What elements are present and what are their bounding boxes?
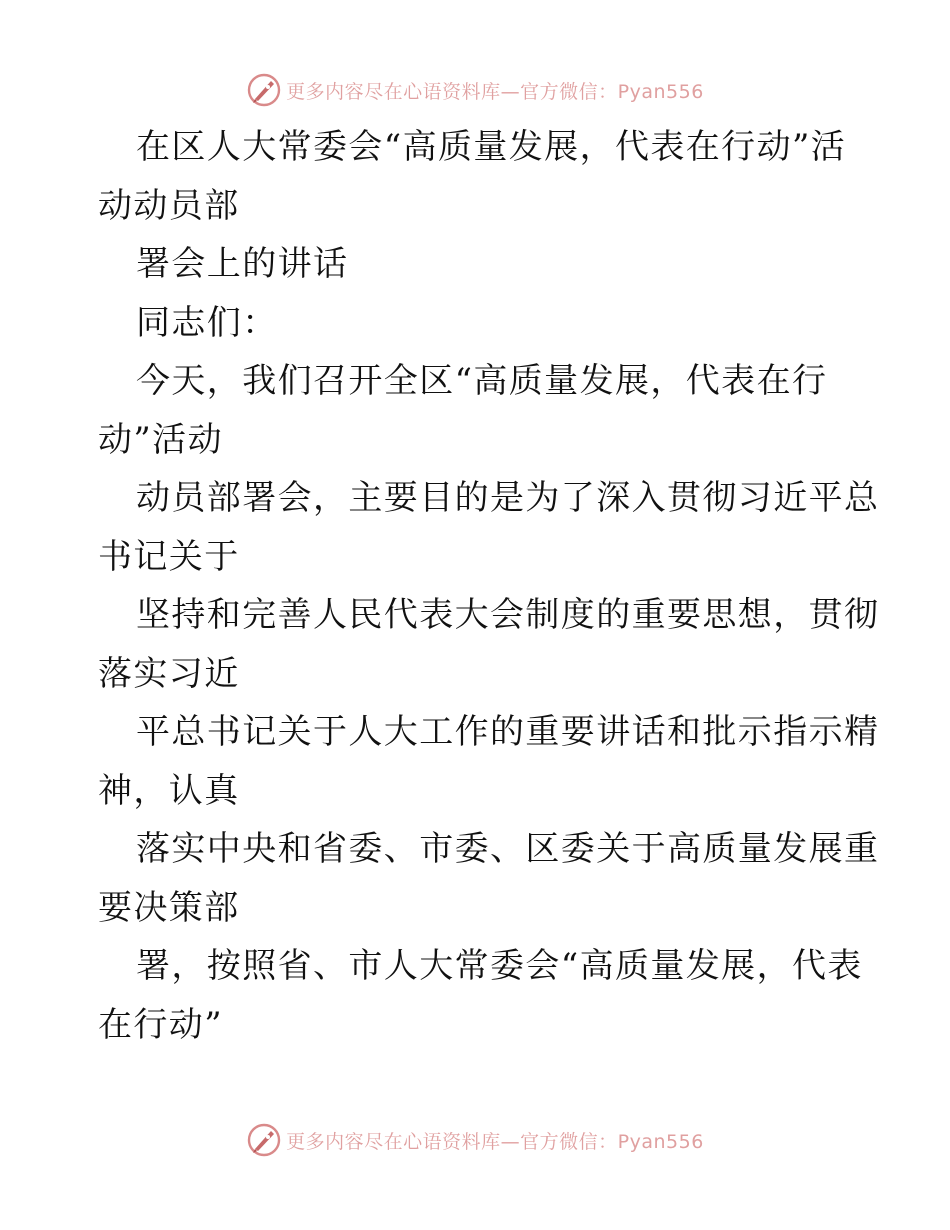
line-continuation: 书记关于 (98, 536, 240, 577)
line-first: 在区人大常委会“高质量发展，代表在行动”活 (136, 127, 847, 167)
line-first: 落实中央和省委、市委、区委关于高质量发展重 (136, 829, 880, 869)
paragraph-2 (98, 235, 858, 294)
paragraph-3 (98, 294, 858, 353)
line-first: 动员部署会，主要目的是为了深入贯彻习近平总 (136, 478, 880, 518)
line-continuation: 动动员部 (98, 185, 240, 226)
footer-watermark (0, 1120, 950, 1160)
line-first: 同志们： (136, 302, 278, 343)
quill-pen-icon (246, 1122, 282, 1158)
paragraph-1 (98, 118, 858, 235)
line-continuation: 在行动” (98, 1004, 223, 1045)
document-body (98, 118, 880, 1054)
line-continuation: 神，认真 (98, 770, 240, 811)
line-continuation: 动”活动 (98, 419, 223, 460)
line-continuation: 要决策部 (98, 887, 240, 928)
watermark-text: 更多内容尽在心语资料库—官方微信：Pyan556 (286, 80, 704, 103)
paragraph-7 (98, 703, 880, 820)
line-first: 坚持和完善人民代表大会制度的重要思想，贯彻 (136, 595, 880, 635)
watermark-text: 更多内容尽在心语资料库—官方微信：Pyan556 (286, 1130, 704, 1153)
paragraph-9 (98, 937, 863, 1054)
line-first: 平总书记关于人大工作的重要讲话和批示指示精 (136, 712, 880, 752)
paragraph-8 (98, 820, 880, 937)
paragraph-6 (98, 586, 880, 703)
paragraph-5 (98, 469, 880, 586)
paragraph-4 (98, 352, 858, 469)
line-first: 署会上的讲话 (136, 244, 349, 284)
line-first: 署，按照省、市人大常委会“高质量发展，代表 (136, 946, 863, 986)
header-watermark (0, 70, 950, 110)
line-continuation: 落实习近 (98, 653, 240, 694)
line-first: 今天，我们召开全区“高质量发展，代表在行 (136, 361, 828, 401)
quill-pen-icon (246, 72, 282, 108)
